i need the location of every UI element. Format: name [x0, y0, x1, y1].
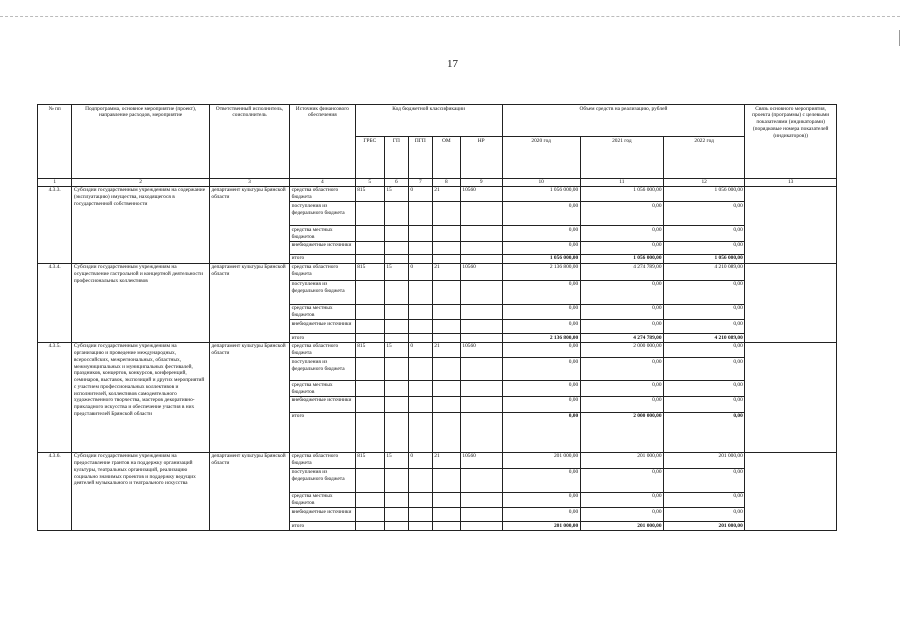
amount-cell: 0,00 [664, 381, 745, 397]
amount-cell: 0,00 [580, 508, 663, 522]
code-empty [408, 202, 432, 226]
amount-cell: 0,00 [502, 381, 580, 397]
header-2022: 2022 год [664, 137, 745, 179]
col-number: 6 [384, 179, 408, 187]
code-pgp: 0 [408, 186, 432, 202]
row-source: средства местных бюджетов [290, 226, 356, 242]
page-number: 17 [447, 58, 458, 70]
code-empty [432, 254, 460, 263]
header-volume: Объем средств на реализацию, рублей [502, 105, 745, 137]
code-empty [408, 492, 432, 508]
amount-cell: 0,00 [664, 358, 745, 381]
row-source: внебюджетные источники [290, 241, 356, 254]
code-empty [384, 381, 408, 397]
code-empty [384, 468, 408, 492]
code-empty [355, 254, 384, 263]
row-link [745, 186, 837, 263]
amount-cell: 201 000,00 [664, 452, 745, 468]
col-number: 2 [72, 179, 210, 187]
header-row-1 [38, 105, 837, 137]
table-row [38, 186, 837, 202]
code-empty [355, 396, 384, 412]
row-source: поступления из федерального бюджета [290, 280, 356, 304]
code-empty [432, 381, 460, 397]
row-description: Субсидии государственным учреждениям на организацию и проведение международных, всероссийских, межрегиональных, областных, межмуниципальных и муниципальных фестивалей, праздников, концертов, конкурсов, конференций, семинаров, выставок, экспозиций и других мероприятий с участием профессиональных коллективов и исполнителей, коллективов самодеятельного художественного творчества, мастеров декоративно-прикладного искусства и обеспечение участия в них представителей Брянской области [72, 342, 210, 452]
amount-cell: 1 056 000,00 [580, 254, 663, 263]
code-empty [432, 358, 460, 381]
header-num: № пп [38, 105, 72, 179]
code-pgp: 0 [408, 263, 432, 280]
code-empty [460, 522, 502, 531]
code-empty [384, 320, 408, 334]
amount-cell: 1 056 000,00 [664, 254, 745, 263]
code-grbs: 815 [355, 263, 384, 280]
code-empty [432, 334, 460, 343]
amount-cell: 0,00 [502, 358, 580, 381]
code-empty [355, 468, 384, 492]
code-gp: 15 [384, 342, 408, 358]
code-empty [384, 226, 408, 242]
header-program: Подпрограмма, основное мероприятие (проект), направление расходов, мероприятие [72, 105, 210, 179]
row-description: Субсидии государственным учреждениям на предоставление грантов на поддержку организаций культуры, театральных организаций, реализацию социально значимых проектов и поддержку ведущих деятелей музыкального и театрального искусства [72, 452, 210, 530]
table-row [38, 342, 837, 358]
code-empty [408, 396, 432, 412]
amount-cell: 0,00 [664, 468, 745, 492]
code-empty [408, 254, 432, 263]
code-empty [355, 304, 384, 320]
amount-cell: 0,00 [664, 202, 745, 226]
code-empty [432, 304, 460, 320]
code-empty [384, 304, 408, 320]
amount-cell: 0,00 [502, 202, 580, 226]
amount-cell: 2 136 800,00 [502, 334, 580, 343]
code-gp: 15 [384, 263, 408, 280]
col-number: 11 [580, 179, 663, 187]
row-source: средства областного бюджета [290, 342, 356, 358]
amount-cell: 4 274 789,00 [580, 263, 663, 280]
header-2021: 2021 год [580, 137, 663, 179]
amount-cell: 0,00 [580, 226, 663, 242]
row-description: Субсидии государственным учреждениям на содержание (эксплуатацию) имущества, находящегося в государственной собственности [72, 186, 210, 263]
row-source: средства местных бюджетов [290, 304, 356, 320]
header-om: ОМ [432, 137, 460, 179]
code-empty [408, 304, 432, 320]
code-empty [355, 522, 384, 531]
code-empty [460, 280, 502, 304]
col-number: 13 [745, 179, 837, 187]
table-body [38, 186, 837, 530]
code-empty [408, 320, 432, 334]
row-executor: департамент культуры Брянской области [209, 452, 289, 530]
code-empty [355, 412, 384, 452]
budget-table [37, 104, 837, 531]
amount-cell: 0,00 [664, 492, 745, 508]
header-source: Источник финансового обеспечения [290, 105, 356, 179]
amount-cell: 0,00 [502, 304, 580, 320]
col-number: 8 [432, 179, 460, 187]
amount-cell: 1 056 000,00 [502, 254, 580, 263]
header-budget-code: Код бюджетной классификации [355, 105, 502, 137]
row-link [745, 452, 837, 530]
code-gp: 15 [384, 186, 408, 202]
header-2020: 2020 год [502, 137, 580, 179]
code-empty [384, 492, 408, 508]
amount-cell: 1 056 000,00 [580, 186, 663, 202]
amount-cell: 2 000 000,00 [580, 412, 663, 452]
code-grbs: 815 [355, 186, 384, 202]
col-number: 10 [502, 179, 580, 187]
code-empty [460, 381, 502, 397]
amount-cell: 0,00 [664, 412, 745, 452]
code-empty [460, 334, 502, 343]
code-empty [355, 508, 384, 522]
amount-cell: 0,00 [664, 304, 745, 320]
code-empty [460, 468, 502, 492]
code-empty [355, 202, 384, 226]
amount-cell: 201 000,00 [580, 452, 663, 468]
code-empty [384, 522, 408, 531]
code-empty [432, 202, 460, 226]
row-link [745, 342, 837, 452]
code-empty [432, 492, 460, 508]
amount-cell: 0,00 [580, 280, 663, 304]
amount-cell: 2 000 000,00 [580, 342, 663, 358]
code-empty [384, 334, 408, 343]
code-om: 21 [432, 263, 460, 280]
row-number: 4.3.3. [38, 186, 72, 263]
amount-cell: 0,00 [664, 280, 745, 304]
amount-cell: 0,00 [502, 342, 580, 358]
amount-cell: 0,00 [580, 320, 663, 334]
code-empty [432, 468, 460, 492]
amount-cell: 0,00 [502, 396, 580, 412]
code-empty [355, 226, 384, 242]
code-empty [432, 226, 460, 242]
code-np: 10560 [460, 452, 502, 468]
code-pgp: 0 [408, 452, 432, 468]
amount-cell: 0,00 [502, 508, 580, 522]
header-link: Связь основного мероприятия, проекта (программы) с целевыми показателями (индикаторами) (порядковые номера показателей (индикаторов)) [745, 105, 837, 179]
row-source: поступления из федерального бюджета [290, 468, 356, 492]
code-np: 10560 [460, 186, 502, 202]
amount-cell: 1 056 000,00 [664, 186, 745, 202]
code-empty [408, 226, 432, 242]
amount-cell: 0,00 [664, 508, 745, 522]
col-number: 4 [290, 179, 356, 187]
amount-cell: 0,00 [664, 396, 745, 412]
code-empty [384, 508, 408, 522]
amount-cell: 0,00 [580, 492, 663, 508]
code-empty [408, 468, 432, 492]
code-empty [460, 254, 502, 263]
code-empty [355, 280, 384, 304]
row-executor: департамент культуры Брянской области [209, 263, 289, 342]
row-number: 4.3.5. [38, 342, 72, 452]
code-empty [384, 254, 408, 263]
amount-cell: 4 210 089,00 [664, 334, 745, 343]
amount-cell: 0,00 [580, 468, 663, 492]
code-empty [460, 202, 502, 226]
scan-top-line [0, 16, 900, 18]
col-number: 5 [355, 179, 384, 187]
row-source: поступления из федерального бюджета [290, 358, 356, 381]
code-empty [408, 358, 432, 381]
header-np: НР [460, 137, 502, 179]
code-empty [460, 396, 502, 412]
amount-cell: 1 056 000,00 [502, 186, 580, 202]
code-empty [460, 320, 502, 334]
header-executor: Ответственный исполнитель, соисполнитель [209, 105, 289, 179]
header-grbs: ГРБС [355, 137, 384, 179]
code-empty [460, 508, 502, 522]
amount-cell: 201 000,00 [580, 522, 663, 531]
row-executor: департамент культуры Брянской области [209, 186, 289, 263]
row-source: внебюджетные источники [290, 396, 356, 412]
row-source: итого [290, 254, 356, 263]
code-empty [384, 280, 408, 304]
code-empty [408, 522, 432, 531]
code-empty [384, 202, 408, 226]
amount-cell: 0,00 [580, 202, 663, 226]
code-empty [432, 280, 460, 304]
row-source: средства местных бюджетов [290, 381, 356, 397]
amount-cell: 201 000,00 [502, 522, 580, 531]
code-om: 21 [432, 186, 460, 202]
col-number: 1 [38, 179, 72, 187]
code-empty [408, 508, 432, 522]
code-empty [460, 412, 502, 452]
code-empty [460, 358, 502, 381]
code-empty [384, 412, 408, 452]
row-source: внебюджетные источники [290, 320, 356, 334]
code-empty [384, 241, 408, 254]
code-np: 10560 [460, 342, 502, 358]
amount-cell: 0,00 [502, 412, 580, 452]
table-row [38, 452, 837, 468]
code-empty [384, 396, 408, 412]
table-row [38, 263, 837, 280]
code-np: 10560 [460, 263, 502, 280]
code-empty [408, 381, 432, 397]
header-pgp: ПГП [408, 137, 432, 179]
row-source: внебюджетные источники [290, 508, 356, 522]
amount-cell: 4 274 789,00 [580, 334, 663, 343]
row-source: поступления из федерального бюджета [290, 202, 356, 226]
amount-cell: 0,00 [580, 396, 663, 412]
amount-cell: 201 000,00 [502, 452, 580, 468]
row-executor: департамент культуры Брянской области [209, 342, 289, 452]
scan-side-mark [899, 30, 900, 46]
code-empty [355, 492, 384, 508]
amount-cell: 0,00 [580, 241, 663, 254]
amount-cell: 0,00 [664, 241, 745, 254]
col-number: 7 [408, 179, 432, 187]
code-empty [432, 412, 460, 452]
code-empty [408, 412, 432, 452]
amount-cell: 0,00 [664, 342, 745, 358]
amount-cell: 0,00 [502, 280, 580, 304]
amount-cell: 4 210 089,00 [664, 263, 745, 280]
row-source: средства местных бюджетов [290, 492, 356, 508]
code-empty [384, 358, 408, 381]
code-grbs: 815 [355, 452, 384, 468]
code-empty [460, 492, 502, 508]
row-source: средства областного бюджета [290, 263, 356, 280]
amount-cell: 0,00 [502, 320, 580, 334]
col-number: 9 [460, 179, 502, 187]
amount-cell: 0,00 [502, 241, 580, 254]
code-empty [355, 334, 384, 343]
amount-cell: 0,00 [664, 226, 745, 242]
code-empty [355, 358, 384, 381]
code-empty [408, 241, 432, 254]
row-source: средства областного бюджета [290, 186, 356, 202]
col-number: 12 [664, 179, 745, 187]
row-source: средства областного бюджета [290, 452, 356, 468]
row-source: итого [290, 412, 356, 452]
row-number: 4.3.6. [38, 452, 72, 530]
amount-cell: 0,00 [502, 492, 580, 508]
row-source: итого [290, 522, 356, 531]
code-empty [355, 241, 384, 254]
amount-cell: 0,00 [580, 381, 663, 397]
code-pgp: 0 [408, 342, 432, 358]
code-empty [460, 226, 502, 242]
code-grbs: 815 [355, 342, 384, 358]
code-empty [355, 381, 384, 397]
code-om: 21 [432, 342, 460, 358]
amount-cell: 0,00 [502, 226, 580, 242]
code-empty [432, 320, 460, 334]
amount-cell: 0,00 [580, 358, 663, 381]
code-empty [408, 334, 432, 343]
code-empty [408, 280, 432, 304]
code-om: 21 [432, 452, 460, 468]
amount-cell: 0,00 [580, 304, 663, 320]
col-number: 3 [209, 179, 289, 187]
code-empty [432, 241, 460, 254]
code-empty [432, 508, 460, 522]
code-empty [460, 304, 502, 320]
row-source: итого [290, 334, 356, 343]
code-empty [460, 241, 502, 254]
row-number: 4.3.4. [38, 263, 72, 342]
row-description: Субсидии государственным учреждениям на осуществление гастрольной и концертной деятельности профессиональных коллективов [72, 263, 210, 342]
code-empty [432, 396, 460, 412]
amount-cell: 2 136 800,00 [502, 263, 580, 280]
code-empty [355, 320, 384, 334]
amount-cell: 0,00 [664, 320, 745, 334]
code-empty [432, 522, 460, 531]
amount-cell: 0,00 [502, 468, 580, 492]
amount-cell: 201 000,00 [664, 522, 745, 531]
column-numbers-row [38, 179, 837, 187]
row-link [745, 263, 837, 342]
header-gp: ГП [384, 137, 408, 179]
code-gp: 15 [384, 452, 408, 468]
